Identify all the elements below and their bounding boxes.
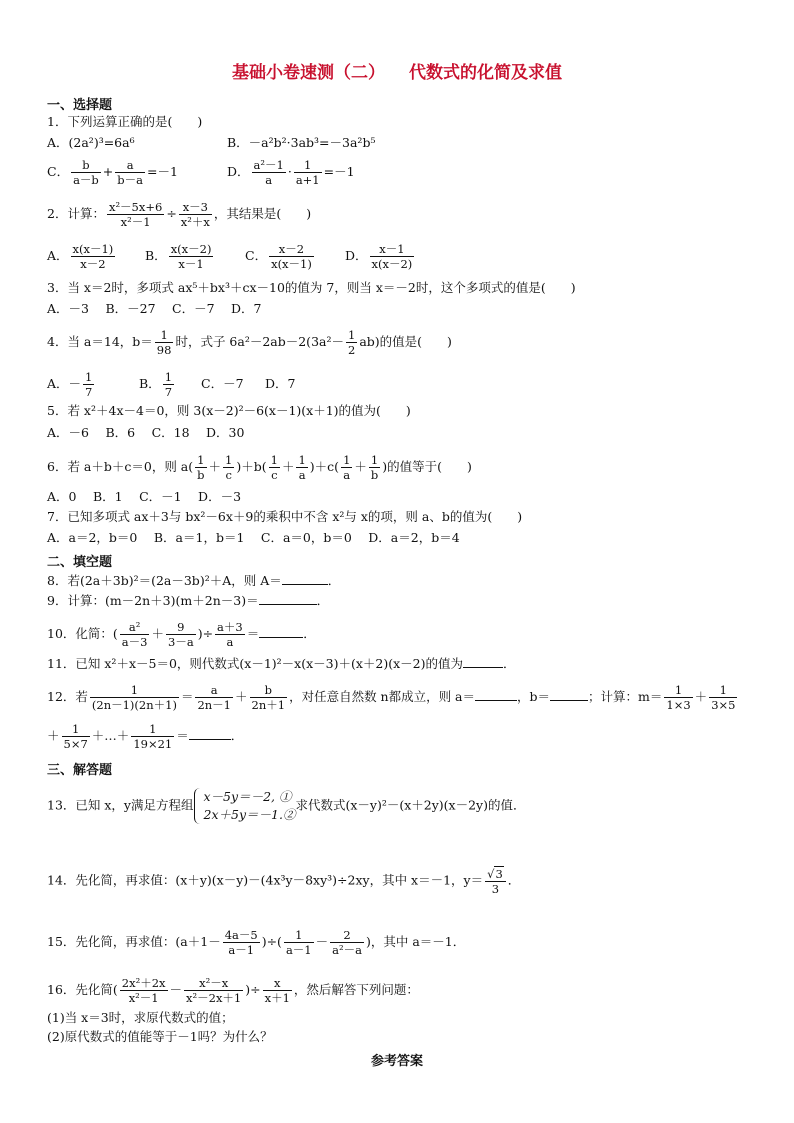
q1-option-b: B．－a²b²·3ab³=－3a²b⁵ <box>227 135 376 150</box>
answer-key-heading: 参考答案 <box>370 1054 423 1069</box>
answer-blank[interactable] <box>282 572 328 585</box>
q4-options <box>47 370 295 399</box>
q4-option-b: B． $\frac{1}{7}$ <box>139 370 173 399</box>
fraction: $\frac{x-3}{\text{x²＋x}}$ <box>180 200 210 229</box>
q4-option-c: C．－7 <box>201 376 244 391</box>
q8-stem: 8．若(2a＋3b)²＝(2a－3b)²＋A，则 A＝ ． <box>47 573 341 588</box>
q3-options: A．－3 B．－27 C．－7 D．7 <box>47 301 262 316</box>
answer-blank[interactable] <box>259 592 317 605</box>
q10-stem: 10．化简：( $\frac{\text{a²}}{a-3}$ ＋ $\frac{9}{3-a}$ )÷ $\frac{a+3}{a}$ ＝ ． <box>47 620 316 649</box>
q2-option-a: A． $\frac{x(x-1)}{x-2}$ <box>47 242 114 271</box>
q1-options-cd <box>47 158 355 187</box>
fraction: $\frac{b}{a-b}$ <box>73 158 99 187</box>
q5-options: A．－6 B．6 C．18 D．30 <box>47 425 245 440</box>
q7-options: A．a＝2，b＝0 B．a＝1，b＝1 C．a＝0，b＝0 D．a＝2，b＝4 <box>47 530 460 545</box>
q16-part2: (2)原代数式的值能等于－1吗？为什么？ <box>47 1029 273 1044</box>
title-part1: 基础小卷速测（二） <box>232 63 385 83</box>
page-title <box>0 58 794 83</box>
q9-stem: 9．计算：(m－2n＋3)(m＋2n－3)＝ ． <box>47 593 330 608</box>
q16-stem: 16．先化简( $\frac{\text{2x²＋2x}}{\text{x²－1}}$ － $\frac{\text{x²－x}}{\text{x²－2x＋1}}$ )÷ $\frac{x}{x+1}$ ，然后解答下列问题： <box>47 976 419 1005</box>
q2-stem: 2．计算： $\frac{\text{x²－5x+6}}{\text{x²－1}}$ ÷ $\frac{x-3}{\text{x²＋x}}$ ，其结果是( ) <box>47 200 312 229</box>
q4-option-a: A．－ $\frac{1}{7}$ <box>47 370 93 399</box>
equation-system: x－5y＝－2, ① 2x＋5y＝－1.② <box>194 788 296 824</box>
q2-option-d: D． $\frac{x-1}{x(x-2)}$ <box>345 242 413 271</box>
q5-stem: 5．若 x²＋4x－4＝0，则 3(x－2)²－6(x－1)(x＋1)的值为( ) <box>47 403 411 418</box>
q1-stem: 1．下列运算正确的是( ) <box>47 114 203 129</box>
q1-option-d: D． $\frac{\text{a²－1}}{a}$ · $\frac{1}{a+1}$ =－1 <box>227 158 355 187</box>
fraction: $\frac{1}{a+1}$ <box>295 158 320 187</box>
q2-option-b: B． $\frac{x(x-2)}{x-1}$ <box>145 242 212 271</box>
q1-option-a: A．(2a²)³=6a⁶ <box>47 135 135 150</box>
fraction: $\frac{\text{a²－1}}{a}$ <box>253 158 284 187</box>
fraction: $\frac{\text{x²－5x+6}}{\text{x²－1}}$ <box>108 200 163 229</box>
q16-part1: (1)当 x＝3时，求原代数式的值； <box>47 1010 234 1025</box>
q1-options-ab <box>47 135 375 151</box>
q11-stem: 11．已知 x²＋x－5＝0，则代数式(x－1)²－x(x－3)＋(x＋2)(x－2)的值为 ． <box>47 656 516 671</box>
q4-stem: 4．当 a＝14，b＝ $\frac{1}{98}$ 时，式子 6a²－2ab－2(3a²－ $\frac{1}{2}$ ab)的值是( ) <box>47 328 452 357</box>
q4-option-d: D．7 <box>265 376 296 391</box>
section-answer: 三、解答题 <box>47 763 113 778</box>
fraction: $\frac{a}{b-a}$ <box>117 158 143 187</box>
answer-blank[interactable] <box>463 655 503 668</box>
q14-stem: 14．先化简，再求值：(x＋y)(x－y)－(4x³y－8xy³)÷2xy，其中 x＝－1，y＝ $\frac{√3}{3}$ ． <box>47 867 521 896</box>
answer-blank[interactable] <box>189 727 231 740</box>
section-choice: 一、选择题 <box>47 98 113 113</box>
title-part2: 代数式的化简及求值 <box>409 63 562 83</box>
answer-blank[interactable] <box>259 625 303 638</box>
q15-stem: 15．先化简，再求值：(a＋1－ $\frac{4a-5}{a-1}$ )÷( $\frac{1}{a-1}$ － $\frac{2}{\text{a²－a}}$ )，其中 a＝－1． <box>47 928 466 957</box>
q2-option-c: C． $\frac{x-2}{x(x-1)}$ <box>245 242 312 271</box>
q2-options <box>47 242 416 271</box>
answer-blank[interactable] <box>550 688 588 701</box>
q1-option-c: C． $\frac{b}{a-b}$ + $\frac{a}{b-a}$ =－1 <box>47 158 178 187</box>
q6-stem: 6．若 a＋b＋c＝0，则 a( $\frac{1}{b}$ ＋ $\frac{1}{c}$ )＋b( $\frac{1}{c}$ ＋ $\frac{1}{a}$ )＋c( $\frac{1}{a}$ ＋ $\frac{1}{b}$ )的值等于( ) <box>47 453 472 482</box>
q12-continuation: ＋ $\frac{1}{5\times 7}$ ＋…＋ $\frac{1}{19\times 21}$ ＝ ． <box>47 722 244 751</box>
section-fill: 二、填空题 <box>47 555 113 570</box>
q13-stem: 13．已知 x，y满足方程组 x－5y＝－2, ① 2x＋5y＝－1.② 求代数式(x－y)²－(x＋2y)(x－2y)的值． <box>47 789 526 822</box>
q12-stem: 12．若 $\frac{1}{(2n-1)(2n+1)}$ ＝ $\frac{a}{2n-1}$ ＋ $\frac{b}{2n+1}$ ，对任意自然数 n都成立，则 a＝ ，b＝ ；计算：m＝ $\frac{1}{1\times 3}$ ＋ $\frac{1}{3\times 5}$ <box>47 683 736 712</box>
q3-stem: 3．当 x＝2时，多项式 ax⁵＋bx³＋cx－10的值为 7，则当 x＝－2时，这个多项式的值是( ) <box>47 280 576 295</box>
answer-blank[interactable] <box>475 688 517 701</box>
q7-stem: 7．已知多项式 ax＋3与 bx²－6x＋9的乘积中不含 x²与 x的项，则 a、b的值为( ) <box>47 509 523 524</box>
q6-options: A．0 B．1 C．－1 D．－3 <box>47 489 242 504</box>
